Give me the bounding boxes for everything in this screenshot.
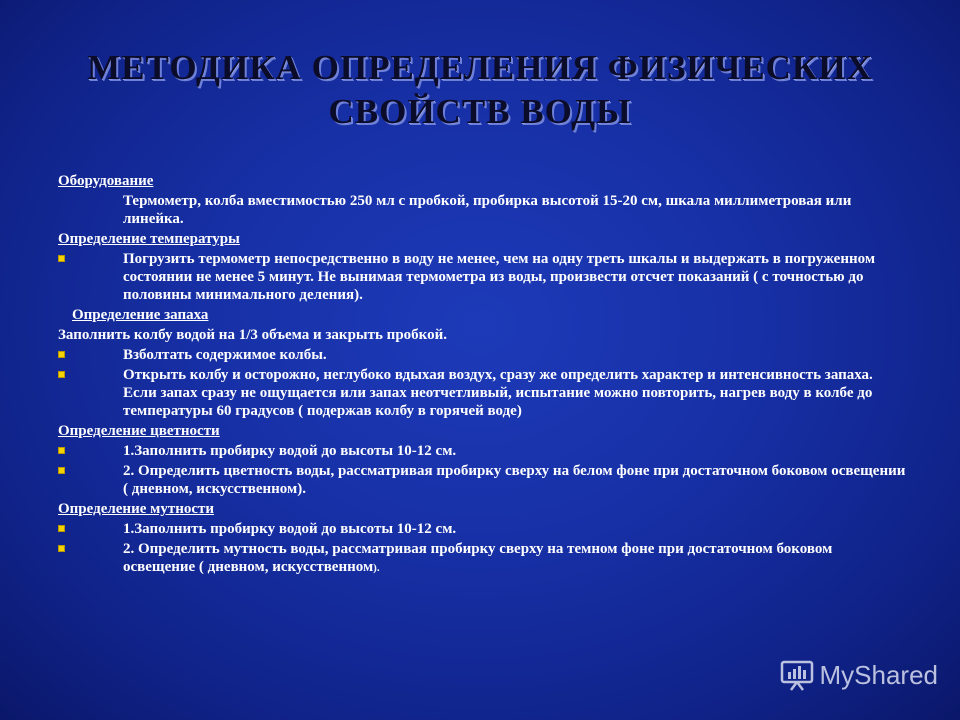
smell-intro: Заполнить колбу водой на 1/3 объема и закрыть пробкой. bbox=[58, 327, 447, 343]
bullet-square-icon bbox=[58, 525, 65, 532]
heading-smell: Определение запаха bbox=[72, 307, 209, 323]
watermark bbox=[780, 658, 939, 692]
color-item-1: 1.Заполнить пробирку водой до высоты 10-12 см. bbox=[123, 443, 457, 459]
bullet-square-icon bbox=[58, 545, 65, 552]
slide-body bbox=[58, 170, 908, 577]
bullet-square-icon bbox=[58, 467, 65, 474]
heading-color: Определение цветности bbox=[58, 423, 220, 439]
list-item bbox=[58, 538, 908, 577]
smell-item-1: Взболтать содержимое колбы. bbox=[123, 347, 327, 363]
list-item bbox=[58, 344, 908, 364]
watermark-text: MyShared bbox=[819, 659, 938, 690]
bullet-square-icon bbox=[58, 447, 65, 454]
list-item bbox=[58, 248, 908, 304]
turbidity-item-2-tail: ). bbox=[373, 562, 380, 574]
heading-equipment: Оборудование bbox=[58, 173, 154, 189]
color-item-2: 2. Определить цветность воды, рассматривая пробирку сверху на белом фоне при достаточном боковом освещении ( дневном, искусственном). bbox=[123, 463, 906, 497]
heading-turbidity: Определение мутности bbox=[58, 501, 215, 517]
list-item bbox=[58, 518, 908, 538]
smell-item-2: Открыть колбу и осторожно, неглубоко вдыхая воздух, сразу же определить характер и интенсивность запаха. Если запах сразу не ощущается или запах неотчетливый, испытание можно повторить, нагрев воду в колбе до температуры 60 градусов ( подержав колбу в горячей воде) bbox=[123, 367, 873, 419]
list-item bbox=[58, 460, 908, 498]
list-item bbox=[58, 440, 908, 460]
bullet-square-icon bbox=[58, 255, 65, 262]
list-item bbox=[58, 364, 908, 420]
bullet-square-icon bbox=[58, 351, 65, 358]
turbidity-item-2: 2. Определить мутность воды, рассматривая пробирку сверху на темном фоне при достаточном боковом освещение ( дневном, искусственном bbox=[123, 541, 833, 575]
presentation-board-icon bbox=[780, 658, 814, 692]
turbidity-item-1: 1.Заполнить пробирку водой до высоты 10-12 см. bbox=[123, 521, 457, 537]
bullet-square-icon bbox=[58, 371, 65, 378]
equipment-text: Термометр, колба вместимостью 250 мл с пробкой, пробирка высотой 15-20 см, шкала миллиметровая или линейка. bbox=[123, 193, 852, 227]
title-line-1: МЕТОДИКА ОПРЕДЕЛЕНИЯ ФИЗИЧЕСКИХ bbox=[87, 48, 873, 87]
title-line-2: СВОЙСТВ ВОДЫ bbox=[328, 92, 632, 131]
slide-title bbox=[40, 46, 920, 134]
temperature-item-1: Погрузить термометр непосредственно в воду не менее, чем на одну треть шкалы и выдержать в погруженном состоянии не менее 5 минут. Не вынимая термометра из воды, произвести отсчет показаний ( с точностью до половины минимального деления). bbox=[123, 251, 876, 303]
heading-temperature: Определение температуры bbox=[58, 231, 240, 247]
